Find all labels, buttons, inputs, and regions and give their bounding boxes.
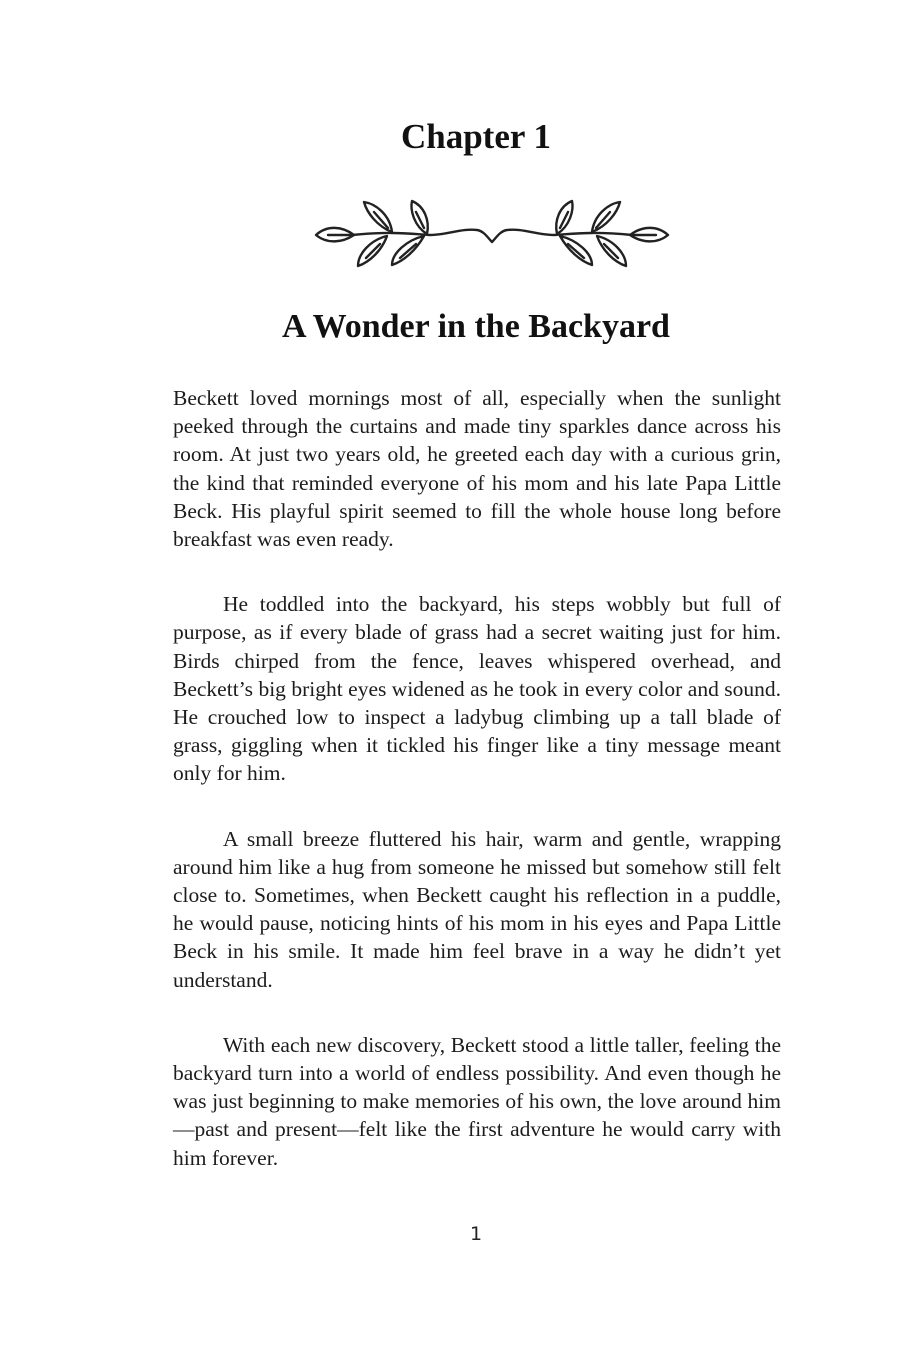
page-number: 1 <box>469 1223 483 1245</box>
chapter-body <box>173 384 781 1209</box>
leaf-vine-divider-icon <box>312 198 672 270</box>
paragraph: He toddled into the backyard, his steps wobbly but full of purpose, as if every blade of grass had a secret waiting just for him. Birds chirped from the fence, leaves whispered overhead, and Beckett’s big bright eyes widened as he took in every color and sound. He crouched low to inspect a ladybug climbing up a tall blade of grass, giggling when it tickled his finger like a tiny message meant only for him. <box>173 592 781 786</box>
paragraph: Beckett loved mornings most of all, especially when the sunlight peeked through the curtains and made tiny sparkles dance across his room. At just two years old, he greeted each day with a curious grin, the kind that reminded everyone of his mom and his late Papa Little Beck. His playful spirit seemed to fill the whole house long before breakfast was even ready. <box>173 386 781 552</box>
paragraph: With each new discovery, Beckett stood a little taller, feeling the backyard turn into a world of endless possibility. And even though he was just beginning to make memories of his own, the love around him—past and present—felt like the first adventure he would carry with him forever. <box>173 1032 781 1170</box>
chapter-title: A Wonder in the Backyard <box>282 308 670 345</box>
paragraph: A small breeze fluttered his hair, warm and gentle, wrapping around him like a hug from someone he missed but somehow still felt close to. Sometimes, when Beckett caught his reflection in a puddle, he would pause, noticing hints of his mom in his eyes and Papa Little Beck in his smile. It made him feel brave in a way he didn’t yet understand. <box>173 826 781 992</box>
chapter-number: Chapter 1 <box>400 117 552 156</box>
